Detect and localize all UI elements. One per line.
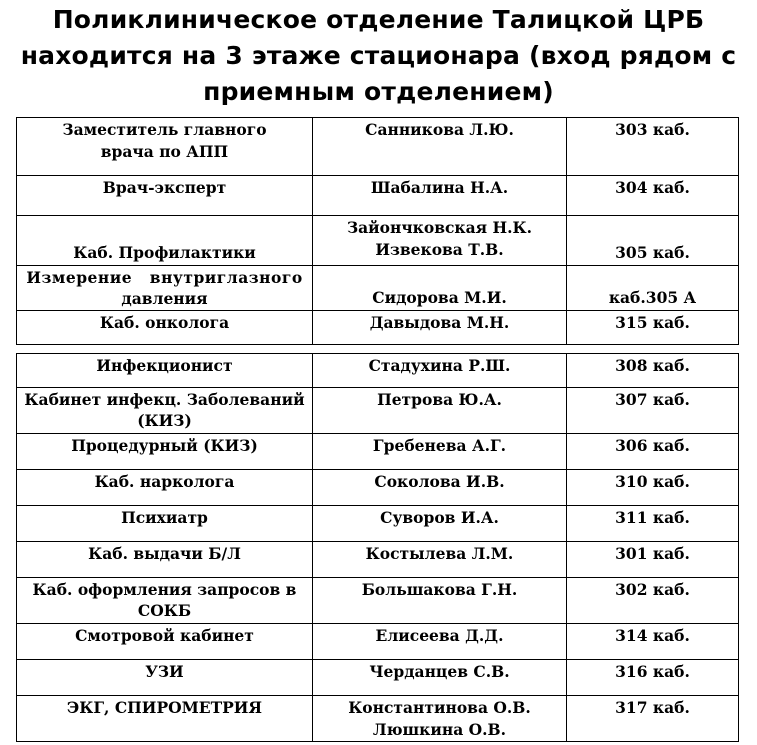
department-line: Измерение внутриглазного — [26, 268, 303, 287]
staff-cell: Соколова И.В. — [313, 470, 567, 506]
staff-cell: Санникова Л.Ю. — [313, 118, 567, 176]
staff-line: Извекова Т.В. — [375, 240, 504, 259]
staff-cell: Большакова Г.Н. — [313, 578, 567, 624]
staff-cell: Суворов И.А. — [313, 506, 567, 542]
room-cell: 314 каб. — [567, 624, 739, 660]
department-line: Кабинет инфекц. Заболеваний — [24, 390, 305, 409]
department-line: Каб. оформления запросов в — [32, 580, 297, 599]
room-cell: 307 каб. — [567, 388, 739, 434]
department-line: Заместитель главного — [62, 120, 267, 139]
schedule-table-bottom — [16, 353, 739, 742]
table-row — [17, 696, 739, 742]
room-cell: 304 каб. — [567, 176, 739, 216]
staff-line: Константинова О.В. — [348, 698, 531, 717]
room-cell: 310 каб. — [567, 470, 739, 506]
room-cell: 302 каб. — [567, 578, 739, 624]
table-row — [17, 216, 739, 266]
staff-cell — [313, 216, 567, 266]
staff-cell: Елисеева Д.Д. — [313, 624, 567, 660]
staff-line: Люшкина О.В. — [372, 720, 507, 739]
room-cell: 308 каб. — [567, 354, 739, 388]
staff-cell: Черданцев С.В. — [313, 660, 567, 696]
room-cell: 316 каб. — [567, 660, 739, 696]
table-row — [17, 542, 739, 578]
table-row — [17, 176, 739, 216]
department-cell — [17, 388, 313, 434]
staff-cell: Сидорова М.И. — [313, 266, 567, 311]
department-cell: УЗИ — [17, 660, 313, 696]
schedule-table-top — [16, 117, 739, 345]
staff-cell: Петрова Ю.А. — [313, 388, 567, 434]
department-cell: Смотровой кабинет — [17, 624, 313, 660]
staff-cell: Стадухина Р.Ш. — [313, 354, 567, 388]
staff-cell — [313, 696, 567, 742]
table-row — [17, 118, 739, 176]
department-line: давления — [121, 289, 208, 308]
room-cell: 315 каб. — [567, 311, 739, 345]
room-cell: 303 каб. — [567, 118, 739, 176]
staff-cell: Шабалина Н.А. — [313, 176, 567, 216]
department-cell — [17, 266, 313, 311]
room-cell: 311 каб. — [567, 506, 739, 542]
department-cell: Инфекционист — [17, 354, 313, 388]
table-row — [17, 470, 739, 506]
department-cell: Каб. выдачи Б/Л — [17, 542, 313, 578]
table-row — [17, 354, 739, 388]
department-cell: Каб. онколога — [17, 311, 313, 345]
department-line: (КИЗ) — [137, 411, 192, 430]
title-line-2: находится на 3 этаже стационара (вход рядом с — [20, 41, 737, 70]
staff-line: Зайончковская Н.К. — [346, 218, 533, 237]
table-row — [17, 266, 739, 311]
room-cell: каб.305 А — [567, 266, 739, 311]
table-row — [17, 388, 739, 434]
staff-cell: Давыдова М.Н. — [313, 311, 567, 345]
room-cell: 301 каб. — [567, 542, 739, 578]
page-title — [0, 2, 757, 110]
table-row — [17, 624, 739, 660]
department-cell: Врач-эксперт — [17, 176, 313, 216]
title-line-3: приемным отделением) — [203, 77, 554, 106]
table-row — [17, 660, 739, 696]
staff-cell: Костылева Л.М. — [313, 542, 567, 578]
table-row — [17, 311, 739, 345]
department-cell: Психиатр — [17, 506, 313, 542]
room-cell: 317 каб. — [567, 696, 739, 742]
department-cell — [17, 578, 313, 624]
department-cell: Каб. нарколога — [17, 470, 313, 506]
department-cell: ЭКГ, СПИРОМЕТРИЯ — [17, 696, 313, 742]
table-row — [17, 434, 739, 470]
staff-cell: Гребенева А.Г. — [313, 434, 567, 470]
department-cell — [17, 118, 313, 176]
department-cell: Каб. Профилактики — [17, 216, 313, 266]
room-cell: 305 каб. — [567, 216, 739, 266]
table-row — [17, 506, 739, 542]
department-line: СОКБ — [137, 601, 192, 620]
table-row — [17, 578, 739, 624]
department-cell: Процедурный (КИЗ) — [17, 434, 313, 470]
department-line: врача по АПП — [100, 142, 229, 161]
title-line-1: Поликлиническое отделение Талицкой ЦРБ — [52, 5, 705, 34]
room-cell: 306 каб. — [567, 434, 739, 470]
